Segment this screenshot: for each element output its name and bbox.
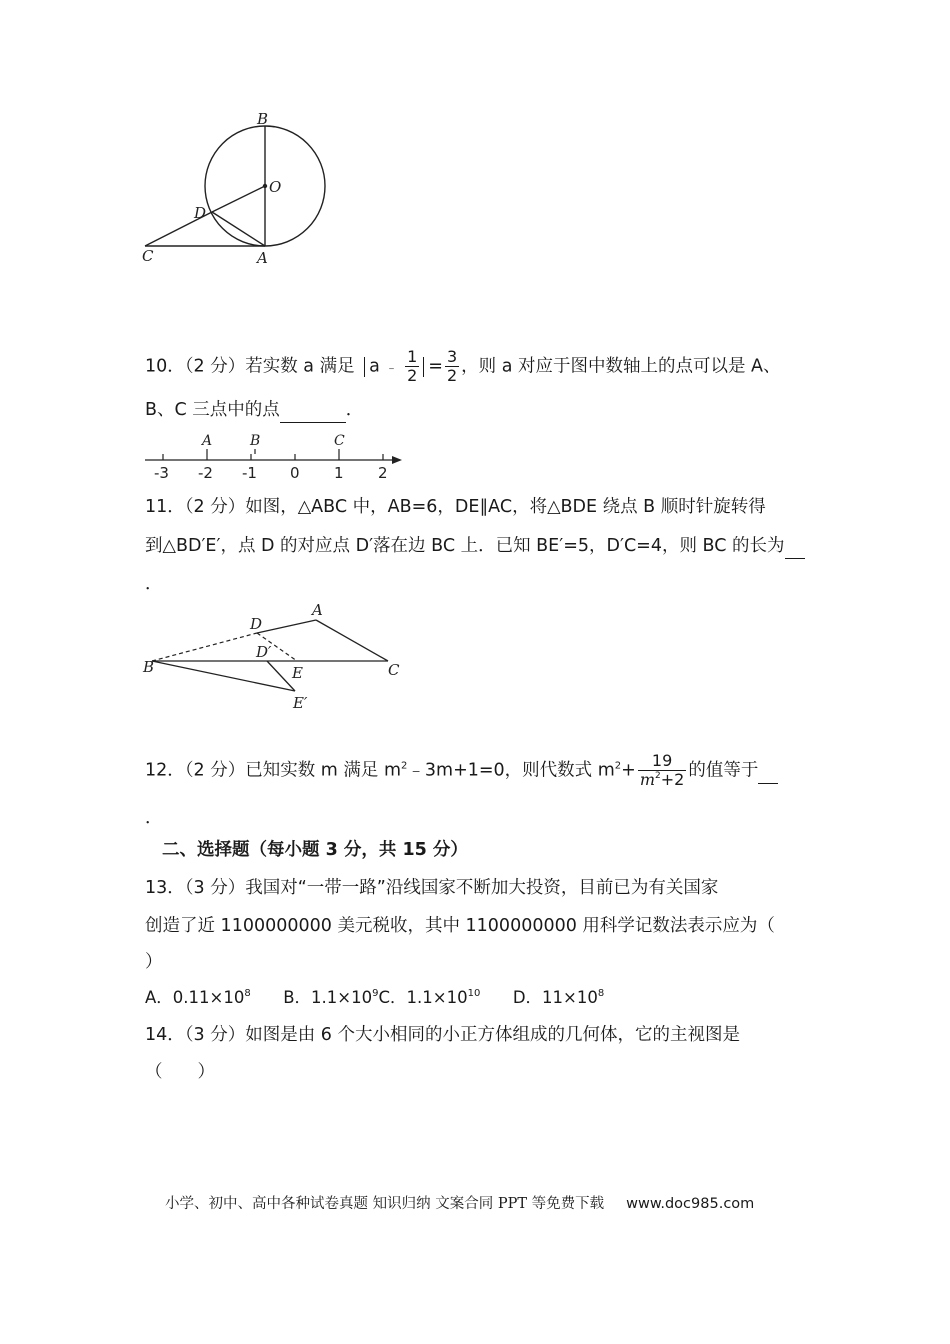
q10-answer-blank[interactable]: [280, 398, 346, 423]
fig-label-e-prime: E′: [293, 694, 308, 712]
q13-option-b-text: B．1.1×10: [283, 988, 373, 1007]
q14-line1: 14．（3 分）如图是由 6 个大小相同的小正方体组成的几何体，它的主视图是: [145, 1025, 740, 1045]
point-label-a: A: [202, 433, 213, 449]
label-c: C: [142, 247, 154, 265]
tick-label-1: 1: [334, 464, 344, 482]
label-o: O: [269, 178, 282, 196]
q10-text1: 若实数 a 满足: [245, 356, 355, 377]
q12-frac-num: 19: [638, 752, 687, 771]
q11-line2: [145, 534, 805, 559]
q10-line2-end: ．: [345, 400, 364, 420]
q10-frac1-den: 2: [407, 366, 418, 385]
q10-frac2-den: 2: [446, 366, 458, 385]
segment-da: [212, 212, 265, 246]
q10-minus: ﹣: [385, 360, 398, 375]
segment-da: [257, 620, 316, 633]
triangle-figure: [140, 598, 410, 713]
q10-frac1-num: 1: [407, 347, 418, 366]
q12-sup2: 2: [614, 760, 622, 772]
q10-frac2-num: 3: [446, 347, 458, 366]
q13-option-b[interactable]: [283, 988, 378, 1007]
q12-frac-den: [638, 771, 687, 789]
center-point: [263, 184, 267, 188]
q10-frac1: [405, 348, 419, 385]
segment-do: [212, 186, 265, 212]
q12-text2: ﹣3m+1=0，则代数式 m: [407, 760, 615, 781]
segment-bd-dashed: [152, 633, 257, 661]
tick-label-m1: -1: [242, 464, 257, 482]
q13-option-b-sup: 9: [372, 988, 379, 999]
q12-score: （2 分）: [184, 760, 246, 781]
q12-line2: ．: [145, 808, 163, 828]
q10-line2: [145, 398, 363, 423]
q12-sup1: 2: [401, 760, 408, 772]
q12-frac-den-rest: +2: [660, 770, 685, 789]
q10-text2: ，则 a 对应于图中数轴上的点可以是 A、: [461, 356, 781, 377]
fig-label-c: C: [388, 661, 400, 679]
q10-line2-text: B、C 三点中的点: [145, 400, 280, 420]
q13-option-c-text: C．1.1×10: [378, 988, 468, 1007]
page-footer: [165, 1192, 754, 1213]
q12-number: 12．: [145, 760, 185, 781]
q10-frac2: [445, 348, 459, 385]
footer-url[interactable]: www.doc985.com: [626, 1196, 755, 1212]
tick-label-m2: -2: [198, 464, 213, 482]
section-2-heading: 二、选择题（每小题 3 分，共 15 分）: [162, 840, 468, 860]
q12-fraction: [638, 752, 687, 789]
q13-option-a-sup: 8: [244, 988, 251, 999]
q13-option-d[interactable]: [513, 988, 604, 1007]
q13-option-d-text: D．11×10: [512, 988, 598, 1007]
q13-options: [145, 986, 604, 1010]
fig-label-d-prime: D′: [256, 643, 272, 661]
q10-score: （2 分）: [184, 356, 246, 377]
tick-label-2: 2: [378, 464, 388, 482]
abs-bar-left: [364, 357, 365, 377]
q13-option-a-text: A．0.11×10: [145, 988, 245, 1007]
q12-text3: 的值等于: [688, 760, 759, 781]
q11-line2-text: 到△BD′E′，点 D 的对应点 D′落在边 BC 上．已知 BE′=5，D′C=4，则 BC 的长为: [145, 536, 785, 556]
q13-option-c-sup: 10: [467, 988, 481, 999]
tick-label-0: 0: [290, 464, 300, 482]
q11-answer-blank[interactable]: [785, 534, 805, 559]
fig-label-d: D: [250, 615, 263, 633]
number-line: [140, 425, 410, 485]
q12-plus: +: [621, 760, 636, 781]
fig-label-a: A: [312, 601, 323, 619]
q13-line3: ）: [145, 952, 163, 972]
fig-label-b: B: [143, 658, 155, 676]
abs-bar-right: [423, 357, 424, 377]
q12-line1: [145, 752, 778, 789]
q12-frac-den-sup: 2: [655, 771, 661, 781]
axis-arrow: [392, 456, 402, 464]
q13-line2: 创造了近 1100000000 美元税收，其中 1100000000 用科学记数法表示应为（: [145, 916, 775, 936]
q13-line1: 13．（3 分）我国对“一带一路”沿线国家不断加大投资，目前已为有关国家: [145, 878, 719, 898]
q12-text1: 已知实数 m 满足 m: [245, 760, 402, 781]
footer-text: 小学、初中、高中各种试卷真题 知识归纳 文案合同 PPT 等免费下载: [165, 1196, 605, 1212]
q14-line2: （ ）: [145, 1062, 215, 1082]
q13-option-a[interactable]: [145, 988, 251, 1007]
q13-option-d-sup: 8: [597, 988, 605, 999]
q10-number: 10．: [145, 356, 185, 377]
q11-line1: 11．（2 分）如图，△ABC 中，AB=6，DE∥AC，将△BDE 绕点 B 顺时针旋转得: [145, 497, 766, 517]
q10-eq: =: [428, 356, 443, 377]
fig-label-e: E: [292, 664, 303, 682]
label-a: A: [257, 249, 268, 267]
segment-be-prime: [152, 661, 295, 691]
q12-answer-blank[interactable]: [758, 759, 778, 784]
segment-ac: [316, 620, 388, 661]
q11-line3: ．: [145, 574, 163, 594]
q12-frac-den-m: m: [639, 770, 656, 789]
point-label-b: B: [250, 433, 261, 449]
q10-line1: [145, 348, 781, 385]
tick-label-m3: -3: [154, 464, 169, 482]
label-b: B: [257, 110, 269, 128]
point-label-c: C: [334, 433, 345, 449]
q10-abs-a: a: [369, 356, 380, 377]
circle-figure: [130, 100, 370, 275]
label-d: D: [194, 204, 207, 222]
q13-option-c[interactable]: [379, 988, 481, 1007]
